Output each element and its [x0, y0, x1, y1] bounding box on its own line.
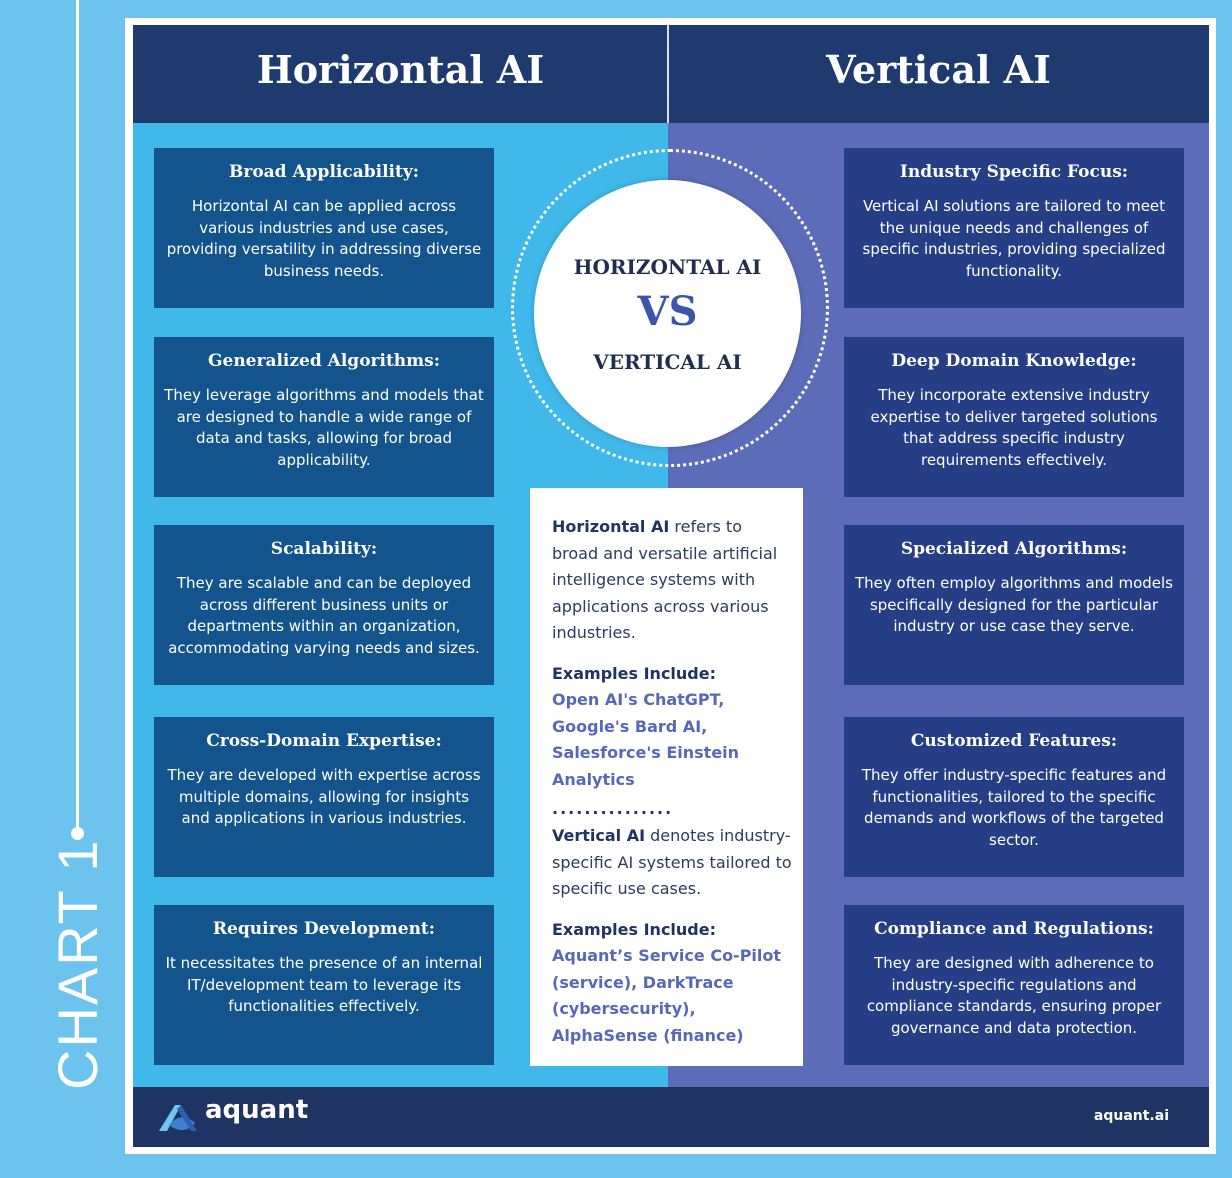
card-compliance-regulations [844, 905, 1184, 1065]
vertical-definition [552, 823, 793, 903]
chart-side-label: CHART 1 [46, 838, 109, 1090]
card-body: Horizontal AI can be applied across various industries and use cases, providing versatility in addressing diverse business needs. [166, 197, 482, 280]
card-body: They leverage algorithms and models that are designed to handle a wide range of data and tasks, allowing for broad applicability. [164, 386, 484, 469]
horizontal-examples-heading: Examples Include: [552, 663, 717, 683]
card-customized-features [844, 717, 1184, 877]
poster-footer [133, 1087, 1209, 1147]
card-title: Cross-Domain Expertise: [206, 731, 442, 751]
vertical-examples-heading: Examples Include: [552, 919, 717, 939]
poster-header [133, 25, 1209, 123]
aquant-logo-text: aquant [205, 1095, 309, 1125]
card-body: They are scalable and can be deployed across different business units or departments within an organization, accommodating varying needs and sizes. [168, 574, 480, 657]
card-body: Vertical AI solutions are tailored to meet the unique needs and challenges of specific industries, providing specialized functionality. [862, 197, 1166, 280]
aquant-logo-icon [155, 1101, 203, 1135]
card-body: They offer industry-specific features and functionalities, tailored to the specific demands and workflows of the targeted sector. [861, 766, 1167, 849]
card-body: It necessitates the presence of an internal IT/development team to leverage its functionalities effectively. [165, 954, 483, 1015]
card-body: They are designed with adherence to industry-specific regulations and compliance standards, ensuring proper governance and data protection. [866, 954, 1162, 1037]
vertical-def-text: denotes industry-specific AI systems tailored to specific use cases. [552, 826, 792, 898]
card-body: They often employ algorithms and models specifically designed for the particular industry or use case they serve. [855, 574, 1173, 635]
card-title: Industry Specific Focus: [899, 162, 1129, 182]
card-generalized-algorithms [154, 337, 494, 497]
card-deep-domain-knowledge [844, 337, 1184, 497]
vertical-title: Vertical AI [826, 47, 1051, 92]
card-title: Specialized Algorithms: [900, 539, 1128, 559]
card-industry-specific-focus [844, 148, 1184, 308]
horizontal-definition [552, 514, 793, 647]
horizontal-title: Horizontal AI [256, 47, 545, 92]
decorative-line [76, 0, 79, 832]
card-requires-development [154, 905, 494, 1065]
circle-vertical-label: VERTICAL AI [593, 350, 742, 374]
vertical-term: Vertical AI [552, 826, 646, 845]
card-broad-applicability [154, 148, 494, 308]
card-title: Deep Domain Knowledge: [891, 351, 1137, 371]
horizontal-def-text: refers to broad and versatile artificial intelligence systems with applications across various industries. [552, 517, 778, 642]
site-url: aquant.ai [1093, 1108, 1169, 1124]
card-title: Generalized Algorithms: [207, 351, 440, 371]
horizontal-examples: Open AI's ChatGPT, Google's Bard AI, Salesforce's Einstein Analytics [552, 690, 740, 789]
horizontal-term: Horizontal AI [552, 517, 670, 536]
card-title: Compliance and Regulations: [874, 919, 1154, 939]
circle-horizontal-label: HORIZONTAL AI [573, 255, 762, 279]
vertical-examples: Aquant’s Service Co-Pilot (service), DarkTrace (cybersecurity), AlphaSense (finance) [552, 946, 782, 1045]
circle-vs-label: VS [637, 288, 698, 335]
card-title: Scalability: [270, 539, 378, 559]
card-title: Requires Development: [212, 919, 436, 939]
card-title: Customized Features: [910, 731, 1118, 751]
card-specialized-algorithms [844, 525, 1184, 685]
card-body: They incorporate extensive industry expertise to deliver targeted solutions that address specific industry requirements effectively. [870, 386, 1158, 469]
card-title: Broad Applicability: [229, 162, 419, 182]
vs-circle [534, 180, 801, 447]
card-scalability [154, 525, 494, 685]
card-cross-domain-expertise [154, 717, 494, 877]
definition-box [530, 488, 803, 1066]
dotted-separator: ............... [552, 799, 674, 818]
infographic-poster [133, 25, 1209, 1147]
card-body: They are developed with expertise across multiple domains, allowing for insights and applications in various industries. [167, 766, 481, 827]
